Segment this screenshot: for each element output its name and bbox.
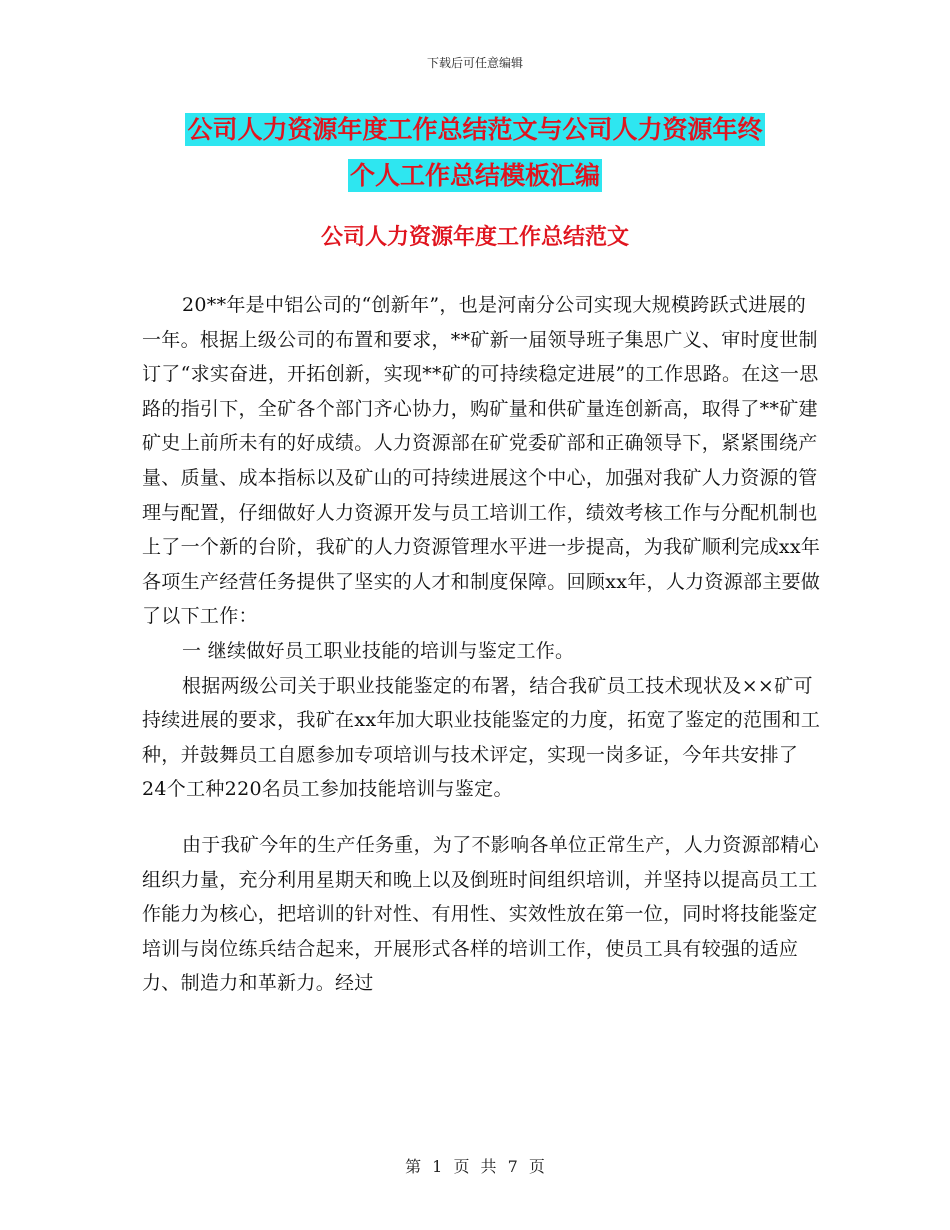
document-title-line-2: 个人工作总结模板汇编 (349, 161, 600, 190)
page-footer: 第 1 页 共 7 页 (405, 1157, 545, 1176)
section-title: 公司人力资源年度工作总结范文 (320, 224, 629, 250)
page-header-note: 下载后可任意编辑 (426, 56, 523, 70)
document-title-line-1: 公司人力资源年度工作总结范文与公司人力资源年终 (187, 115, 763, 144)
section-heading: 一 继续做好员工职业技能的培训与鉴定工作。 (182, 639, 575, 662)
paragraph: 20**年是中铝公司的“创新年”，也是河南分公司实现大规模跨跃式进展的一年。根据上级公司的布置和要求，**矿新一届领导班子集思广义、审时度世制订了“求实奋进，开拓创新，实现**矿的可持续稳定进展”的工作思路。在这一思路的指引下，全矿各个部门齐心协力，购矿量和供矿量连创新高，取得了**矿建矿史上前所未有的好成绩。人力资源部在矿党委矿部和正确领导下，紧紧围绕产量、质量、成本指标以及矿山的可持续进展这个中心，加强对我矿人力资源的管理与配置，仔细做好人力资源开发与员工培训工作，绩效考核工作与分配机制也上了一个新的台阶，我矿的人力资源管理水平进一步提高，为我矿顺利完成xx年各项生产经营任务提供了坚实的人才和制度保障。回顾xx年，人力资源部主要做了以下工作： (142, 294, 821, 628)
paragraph: 根据两级公司关于职业技能鉴定的布署，结合我矿员工技术现状及××矿可持续进展的要求，我矿在xx年加大职业技能鉴定的力度，拓宽了鉴定的范围和工种，并鼓舞员工自愿参加专项培训与技术评定，实现一岗多证，今年共安排了24个工种220名员工参加技能培训与鉴定。 (142, 674, 821, 801)
paragraph: 由于我矿今年的生产任务重，为了不影响各单位正常生产，人力资源部精心组织力量，充分利用星期天和晚上以及倒班时间组织培训，并坚持以提高员工工作能力为核心，把培训的针对性、有用性、实效性放在第一位，同时将技能鉴定培训与岗位练兵结合起来，开展形式各样的培训工作，使员工具有较强的适应力、制造力和革新力。经过 (142, 833, 819, 995)
document-body (142, 288, 822, 1001)
